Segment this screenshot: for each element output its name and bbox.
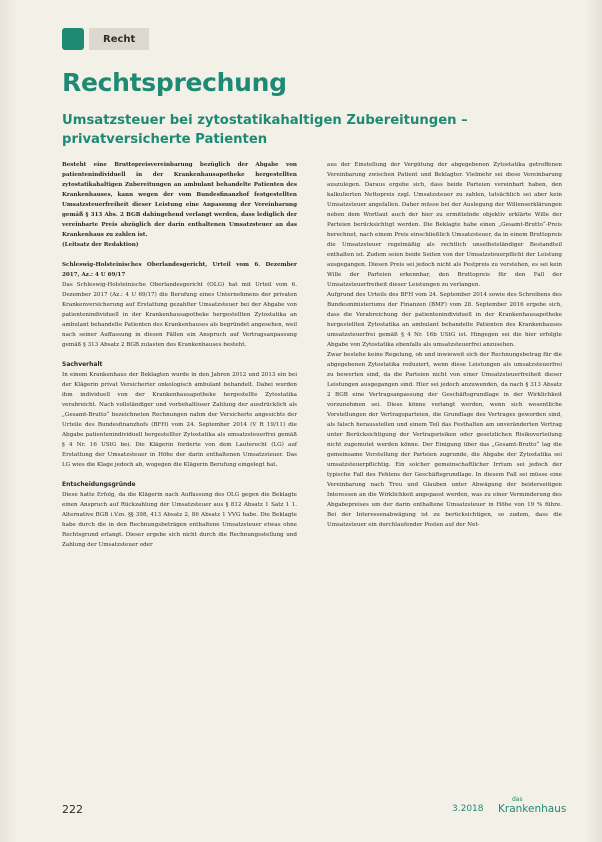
issue-number: 3.2018 bbox=[452, 804, 484, 814]
right-paragraph-3: Zwar bestehe keine Regelung, ob und inwieweit sich der Rechnungsbetrag für die abgegebenen Zytostatika reduziert, wenn diese Leistungen als umsatzsteuerfrei zu bewerten sind, da die Parteien nicht von einer Umsatzsteuerfreiheit dieser Leistungen ausgegangen sind. Hier sei jedoch anzuwenden, da nach § 313 Absatz 2 BGB eine Vertragsanpassung der Geschäftsgrundlage in der Wirklichkeit vorzunehmen sei. Diese könne verlangt werden, wenn sich wesentliche Vorstellungen der Vertragsparteien, die Grundlage des Vertrages geworden sind, als falsch herausstellen und einem Teil das Festhalten am unveränderten Vertrag unter Berücksichtigung der Vertragsrisiken oder gesetzlichen Risikoverteilung nicht zugemutet werden könne. Der Einigung über das „Gesamt-Brutto“ lag die gemeinsame Vorstellung der Parteien zugrunde, die Abgabe der Zytostatika sei umsatzsteuerpflichtig. Ein solcher gemeinschaftlicher Irrtum sei jedoch der typische Fall des Fehlens der Geschäftsgrundlage. In diesem Fall sei müsse eine Vereinbarung nach Treu und Glauben unter Abwägung der beiderseitigen Interessen an die Wirklichkeit angepasst werden, was zu einer Verminderung des Abgabepreises um der darin enthaltene Umsatzsteuer in Höhe von 19 % führe. Bei der Interessenabwägung ist zu berücksichtigen, so zudem, dass die Umsatzsteuer ein durchlaufender Posten auf der Net- bbox=[327, 352, 562, 528]
lead-paragraph: Besteht eine Bruttopreisvereinbarung bezüglich der Abgabe von patientenindividuell in der Krankenhausapotheke hergestellten zytostatikahaltigen Zubereitungen an ambulant behandelte Patienten des Krankenhauses, kann wegen der vom Bundesfinanzhof festgestellten Umsatzsteuerfreiheit dieser Leistung eine Anpassung der Vereinbarung gemäß § 313 Abs. 2 BGB dahingehend verlangt werden, dass lediglich der vereinbarte Preis abzüglich der darin enthaltenen Umsatzsteuer an das Krankenhaus zu zahlen ist. bbox=[62, 162, 297, 238]
rubric-label: Recht bbox=[89, 28, 149, 50]
article-subtitle: Umsatzsteuer bei zytostatikahaltigen Zubereitungen – privatversicherte Patienten bbox=[62, 113, 468, 147]
rubric-color-marker bbox=[62, 28, 84, 50]
magazine-logo bbox=[498, 797, 566, 815]
intro-paragraph: Das Schleswig-Holsteinische Oberlandesgericht (OLG) hat mit Urteil vom 6. Dezember 2017 (Az.: 4 U 69/17) die Berufung eines Unternehmens der privaten Krankenversicherung auf Erstattung gezahlter Umsatzsteuer bei der Abgabe von patientenindividuell in der Krankenhausapotheke hergestellten Zytostatika an ambulant behandelte Patienten des Krankenhauses als begründet angesehen, weil nach seiner Auffassung in diesen Fällen ein Anspruch auf Vertragsanpassung gemäß § 313 Absatz 2 BGB zulasten des Krankenhauses besteht. bbox=[62, 282, 297, 348]
page-number: 222 bbox=[62, 803, 83, 816]
section-heading-sachverhalt: Sachverhalt bbox=[62, 361, 103, 368]
page-title: Rechtsprechung bbox=[62, 68, 287, 97]
logo-main-text: Krankenhaus bbox=[498, 803, 567, 815]
right-paragraph-2: Aufgrund des Urteils des BFH vom 24. September 2014 sowie des Schreibens des Bundesministeriums der Finanzen (BMF) vom 28. September 2016 ergebe sich, dass die Verabreichung der patientenindividuell in der Krankenhausapotheke hergestellten Zytostatika an ambulant behandelte Patienten des Krankenhauses umsatzsteuerfrei gemäß § 4 Nr. 16b UStG ist. Hingegen sei die hier erfolgte Abgabe von Zytostatika ebenfalls als umsatzsteuerfrei anzusehen. bbox=[327, 292, 562, 348]
rubric-header bbox=[62, 27, 149, 51]
court-reference: Schleswig-Holsteinisches Oberlandesgericht, Urteil vom 6. Dezember 2017, Az.: 4 U 69/17 bbox=[62, 262, 297, 278]
logo-small-text: das bbox=[512, 796, 523, 803]
section-heading-gruende: Entscheidungsgründe bbox=[62, 481, 136, 488]
left-column bbox=[62, 160, 297, 550]
right-paragraph-1: aus der Einstellung der Vergütung der abgegebenen Zytostatika getroffenen Vereinbarung zwischen Patient und Beklagter. Vielmehr sei diese Vereinbarung auszulegen. Daraus ergebe sich, dass beide Parteien vereinbart haben, den kalkulierten Nettopreis zzgl. Umsatzsteuer zu zahlen, tatsächlich sei aber kein Umsatzsteuer angefallen. Daher müsse bei der Auslegung der Willenserklärungen neben dem Wortlaut auch der hier zu ermittelnde objektiv erklärte Wille der Parteien berücksichtigt werden. Die Beklagte habe einen „Gesamt-Brutto“-Preis berechnet, nach einem Preis einschließlich Umsatzsteuer, da in einem Bruttopreis die Umsatzsteuer regelmäßig als rechtlich unselbstständiger Bestandteil enthalten ist. Zudem seien beide Seiten von der Umsatzsteuerpflicht der Leistung ausgegangen. Diesen Preis sei jedoch nicht als Festpreis zu verstehen, es sei kein Wille der Parteien erkennbar, den Bruttopreis für den Fall der Umsatzsteuerfreiheit dieser Leistungen zu verlangen. bbox=[327, 162, 562, 288]
lead-note: (Leitsatz der Redaktion) bbox=[62, 242, 139, 248]
gruende-paragraph: Diese hatte Erfolg, da die Klägerin nach Auffassung des OLG gegen die Beklagte einen Anspruch auf Rückzahlung der Umsatzsteuer aus § 812 Absatz 1 Satz 1 1. Alternative BGB i.V.m. §§ 398, 413 Absatz 2, 86 Absatz 1 VVG habe. Die Beklagte habe durch die in den Rechnungsbeträgen enthaltene Umsatzsteuer etwas ohne Rechtsgrund erlangt. Dieser ergebe sich nicht durch die Rechnungsstellung und Zahlung der Umsatzsteuer oder bbox=[62, 492, 297, 548]
sachverhalt-paragraph: In einem Krankenhaus der Beklagten wurde in den Jahren 2012 und 2013 ein bei der Klägerin privat Versicherter onkologisch ambulant behandelt. Dabei wurden ihm individuell von der Krankenhausapotheke hergestellte Zytostatika verabreicht. Nach vollständiger und vorbehaltloser Zahlung der ausdrücklich als „Gesamt-Brutto“ bezeichneten Rechnungen nahm der Versicherte angesichts der Urteile des Bundesfinanzhofs (BFH) vom 24. September 2014 (V R 19/11) die Abgabe patientenindividuell hergestellter Zytostatika als umsatzsteuerfrei gemäß § 4 Nr. 16 UStG bei. Die Klägerin forderte von dem Lauterecht (LG) auf Erstattung der Umsatzsteuer in Höhe der darin enthaltenen Umsatzsteuer. Das LG wies die Klage jedoch ab, wogegen die Klägerin Berufung eingelegt hat. bbox=[62, 372, 297, 468]
right-column bbox=[327, 160, 562, 530]
